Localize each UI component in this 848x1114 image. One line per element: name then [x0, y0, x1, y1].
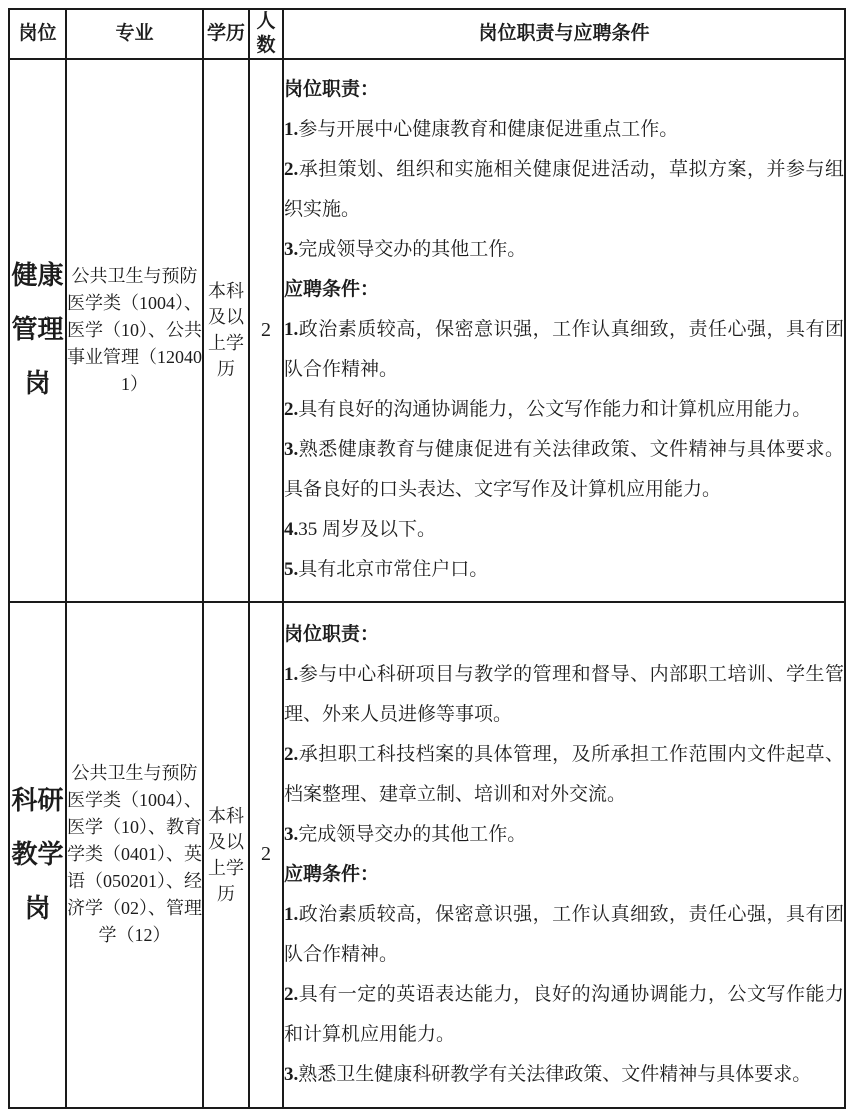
detail-number: 1.: [284, 903, 299, 925]
detail-paragraph: [284, 1055, 844, 1095]
detail-text: 熟悉卫生健康科研教学有关法律政策、文件精神与具体要求。: [298, 1063, 812, 1085]
detail-paragraph: [284, 895, 844, 975]
detail-text: 具有良好的沟通协调能力，公文写作能力和计算机应用能力。: [298, 399, 812, 420]
detail-paragraph: [284, 655, 844, 735]
detail-text: 政治素质较高，保密意识强，工作认真细致，责任心强，具有团队合作精神。: [284, 319, 844, 380]
recruitment-table: [8, 8, 846, 1109]
table-row: [9, 602, 845, 1108]
table-header-row: [9, 9, 845, 59]
header-major: 专业: [66, 9, 203, 59]
detail-text: 具有一定的英语表达能力，良好的沟通协调能力，公文写作能力和计算机应用能力。: [284, 983, 844, 1045]
header-education: 学历: [203, 9, 249, 59]
detail-text: 政治素质较高，保密意识强，工作认真细致，责任心强，具有团队合作精神。: [284, 903, 844, 965]
detail-number: 1.: [284, 663, 299, 685]
detail-text: 岗位职责：: [284, 623, 380, 645]
detail-paragraph: [284, 110, 844, 150]
detail-text: 熟悉健康教育与健康促进有关法律政策、文件精神与具体要求。具备良好的口头表达、文字写作及计算机应用能力。: [284, 439, 844, 500]
detail-number: 4.: [284, 519, 299, 540]
detail-text: 承担职工科技档案的具体管理，及所承担工作范围内文件起草、档案整理、建章立制、培训和对外交流。: [284, 743, 844, 805]
header-headcount: 人数: [249, 9, 283, 59]
detail-paragraph: [284, 815, 844, 855]
detail-number: 1.: [284, 319, 299, 340]
header-duties: 岗位职责与应聘条件: [283, 9, 845, 59]
detail-paragraph: [284, 510, 844, 550]
education-requirement: 本科及以上学历: [203, 59, 249, 602]
detail-number: 3.: [284, 823, 299, 845]
detail-paragraph: [284, 975, 844, 1055]
detail-paragraph: [284, 270, 844, 310]
major-list: 公共卫生与预防医学类（1004）、医学（10）、教育学类（0401）、英语（050201）、经济学（02）、管理学（12）: [66, 602, 203, 1108]
position-name: 科研教学岗: [9, 602, 66, 1108]
detail-paragraph: [284, 615, 844, 655]
detail-number: 2.: [284, 743, 299, 765]
duties-and-conditions: [283, 602, 845, 1108]
detail-paragraph: [284, 855, 844, 895]
detail-text: 应聘条件：: [284, 863, 380, 885]
detail-paragraph: [284, 310, 844, 390]
major-list: 公共卫生与预防医学类（1004）、医学（10）、公共事业管理（120401）: [66, 59, 203, 602]
detail-paragraph: [284, 430, 844, 510]
duties-and-conditions: [283, 59, 845, 602]
detail-text: 完成领导交办的其他工作。: [298, 239, 527, 260]
detail-text: 35 周岁及以下。: [298, 519, 437, 540]
detail-paragraph: [284, 230, 844, 270]
detail-text: 应聘条件：: [284, 279, 380, 300]
header-position: 岗位: [9, 9, 66, 59]
detail-paragraph: [284, 150, 844, 230]
detail-number: 2.: [284, 983, 299, 1005]
detail-number: 2.: [284, 399, 299, 420]
detail-number: 5.: [284, 559, 299, 580]
detail-text: 具有北京市常住户口。: [298, 559, 489, 580]
detail-number: 3.: [284, 439, 299, 460]
detail-text: 岗位职责：: [284, 79, 380, 100]
headcount-value: 2: [249, 59, 283, 602]
detail-text: 完成领导交办的其他工作。: [298, 823, 527, 845]
detail-number: 3.: [284, 1063, 299, 1085]
detail-text: 参与中心科研项目与教学的管理和督导、内部职工培训、学生管理、外来人员进修等事项。: [284, 663, 844, 725]
position-name: 健康管理岗: [9, 59, 66, 602]
detail-paragraph: [284, 390, 844, 430]
detail-number: 2.: [284, 159, 299, 180]
detail-text: 承担策划、组织和实施相关健康促进活动，草拟方案，并参与组织实施。: [284, 159, 844, 220]
detail-number: 1.: [284, 119, 299, 140]
detail-paragraph: [284, 70, 844, 110]
education-requirement: 本科及以上学历: [203, 602, 249, 1108]
detail-paragraph: [284, 550, 844, 590]
table-row: [9, 59, 845, 602]
detail-number: 3.: [284, 239, 299, 260]
headcount-value: 2: [249, 602, 283, 1108]
detail-paragraph: [284, 735, 844, 815]
detail-text: 参与开展中心健康教育和健康促进重点工作。: [298, 119, 679, 140]
